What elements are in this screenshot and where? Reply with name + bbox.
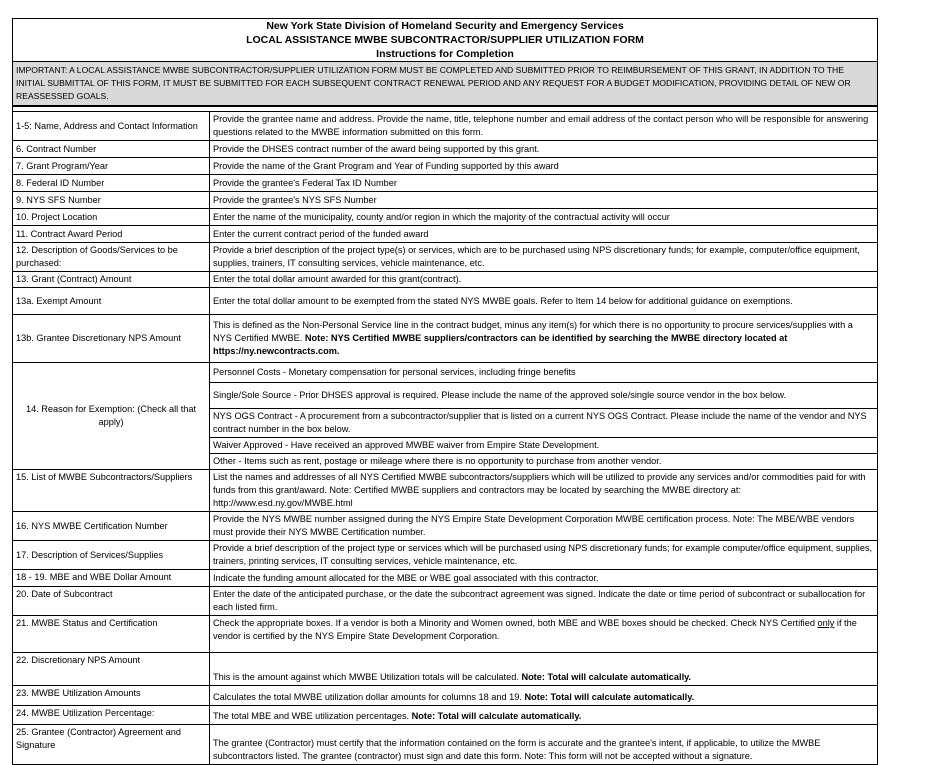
row-instruction-note: Note: Total will calculate automatically.	[524, 692, 695, 702]
row-instruction-note: Note: Total will calculate automatically.	[521, 672, 692, 682]
table-row	[13, 209, 878, 226]
row-instruction	[210, 706, 878, 725]
row-label: 23. MWBE Utilization Amounts	[13, 686, 210, 706]
row-label: 24. MWBE Utilization Percentage:	[13, 706, 210, 725]
table-row	[13, 288, 878, 315]
exemption-option: NYS OGS Contract - A procurement from a subcontractor/supplier that is listed on a current NYS OGS Contract. Please include the name of the vendor and NYS contract number in the box below.	[210, 409, 878, 438]
important-notice: IMPORTANT: A LOCAL ASSISTANCE MWBE SUBCONTRACTOR/SUPPLIER UTILIZATION FORM MUST BE COMPLETED AND SUBMITTED PRIOR TO REIMBURSEMENT OF THIS GRANT, IN ADDITION TO THE INITIAL SUBMITTAL OF THIS FORM, IT MUST BE SUBMITTED FOR EACH SUBSEQUENT CONTRACT RENEWAL PERIOD AND ANY REQUEST FOR A BUDGET MODIFICATION, PROVIDING DETAIL OF NEW OR REASSESSED GOALS.	[13, 62, 878, 107]
row-instruction: Provide the DHSES contract number of the award being supported by this grant.	[210, 141, 878, 158]
row-label: 1-5: Name, Address and Contact Information	[13, 112, 210, 141]
table-row	[13, 653, 878, 686]
table-row	[13, 363, 878, 383]
row-label: 13. Grant (Contract) Amount	[13, 272, 210, 288]
table-row	[13, 470, 878, 512]
row-instruction-note: Note: Total will calculate automatically.	[411, 711, 582, 721]
row-instruction: List the names and addresses of all NYS Certified MWBE subcontractors/suppliers which will be utilized to provide any services and/or commodities paid for with funds from this grant/award. Note: Certified MWBE suppliers and contractors may be located by searching the MWBE directory at: http://www.esd.ny.gov/MWBE.html	[210, 470, 878, 512]
table-row	[13, 158, 878, 175]
row-label: 7. Grant Program/Year	[13, 158, 210, 175]
table-row	[13, 243, 878, 272]
table-row	[13, 706, 878, 725]
row-instruction: Enter the current contract period of the funded award	[210, 226, 878, 243]
instructions-table	[12, 18, 878, 765]
row-instruction-note: Note: NYS Certified MWBE suppliers/contractors can be identified by searching the MWBE directory located at https://ny.newcontracts.com.	[213, 333, 788, 356]
table-row	[13, 725, 878, 765]
table-row	[13, 616, 878, 653]
row-instruction	[210, 686, 878, 706]
exemption-option: Personnel Costs - Monetary compensation for personal services, including fringe benefits	[210, 363, 878, 383]
row-instruction: Enter the total dollar amount awarded for this grant(contract).	[210, 272, 878, 288]
row-instruction: Provide a brief description of the project type or services which will be purchased using NPS discretionary funds; for example computer/office equipment, supplies, trainers, printing services, IT consulting services, vehicle maintenance, etc.	[210, 541, 878, 570]
row-instruction	[210, 653, 878, 686]
row-label: 9. NYS SFS Number	[13, 192, 210, 209]
row-instruction: Enter the date of the anticipated purchase, or the date the subcontract agreement was signed. Indicate the date or time period of subcontract or suballocation for each listed firm.	[210, 587, 878, 616]
table-row	[13, 570, 878, 587]
row-instruction	[210, 616, 878, 653]
row-instruction: Indicate the funding amount allocated for the MBE or WBE goal associated with this contractor.	[210, 570, 878, 587]
table-row	[13, 512, 878, 541]
exemption-option: Single/Sole Source - Prior DHSES approval is required. Please include the name of the approved sole/single source vendor in the box below.	[210, 383, 878, 409]
agency-title: New York State Division of Homeland Security and Emergency Services	[13, 19, 878, 34]
table-row	[13, 315, 878, 363]
row-label: 8. Federal ID Number	[13, 175, 210, 192]
row-instruction: Provide the grantee name and address. Provide the name, title, telephone number and email address of the contact person who will be responsible for answering questions related to the MWBE information submitted on this form.	[210, 112, 878, 141]
row-label: 10. Project Location	[13, 209, 210, 226]
instructions-sheet	[12, 18, 877, 765]
row-instruction: Provide the grantee's Federal Tax ID Number	[210, 175, 878, 192]
row-instruction: Enter the name of the municipality, county and/or region in which the majority of the contractual activity will occur	[210, 209, 878, 226]
row-label: 17. Description of Services/Supplies	[13, 541, 210, 570]
row-instruction: Provide the NYS MWBE number assigned during the NYS Empire State Development Corporation MWBE certification process. Note: The MBE/WBE vendors must provide their NYS MWBE Certification number.	[210, 512, 878, 541]
form-title: LOCAL ASSISTANCE MWBE SUBCONTRACTOR/SUPPLIER UTILIZATION FORM	[13, 33, 878, 47]
row-label: 22. Discretionary NPS Amount	[13, 653, 210, 686]
row-label: 6. Contract Number	[13, 141, 210, 158]
row-label: 15. List of MWBE Subcontractors/Suppliers	[13, 470, 210, 512]
exemption-option: Waiver Approved - Have received an approved MWBE waiver from Empire State Development.	[210, 438, 878, 454]
row-label: 13b. Grantee Discretionary NPS Amount	[13, 315, 210, 363]
table-row	[13, 141, 878, 158]
row-instruction: Provide a brief description of the project type(s) or services, which are to be purchased using NPS discretionary funds; for example, computer/office equipment, supplies, trainers, IT consulting services, vehicle maintenance, etc.	[210, 243, 878, 272]
table-row	[13, 192, 878, 209]
row-instruction-text: This is defined as the Non-Personal Service line in the contract budget, minus any item(s) for which there is no opportunity to procure services/supplies with a NYS Certified MWBE.	[213, 320, 853, 343]
table-row	[13, 541, 878, 570]
row-label: 11. Contract Award Period	[13, 226, 210, 243]
row-label: 12. Description of Goods/Services to be purchased:	[13, 243, 210, 272]
row-instruction-text: Calculates the total MWBE utilization dollar amounts for columns 18 and 19.	[213, 692, 525, 702]
form-subtitle: Instructions for Completion	[13, 47, 878, 62]
row-instruction: Enter the total dollar amount to be exempted from the stated NYS MWBE goals. Refer to Item 14 below for additional guidance on exemptions.	[210, 288, 878, 315]
row-instruction: The grantee (Contractor) must certify that the information contained on the form is accurate and the grantee's intent, if applicable, to utilize the MWBE subcontractors listed. The grantee (contractor) must sign and date this form. Note: This form will not be accepted without a signature.	[210, 725, 878, 765]
underlined-word: only	[817, 618, 835, 628]
table-row	[13, 175, 878, 192]
row-instruction: Provide the name of the Grant Program and Year of Funding supported by this award	[210, 158, 878, 175]
row-label: 21. MWBE Status and Certification	[13, 616, 210, 653]
table-row	[13, 587, 878, 616]
row-instruction-text-end: if the vendor is certified by the NYS Empire State Development Corporation.	[213, 618, 857, 641]
row-label: 14. Reason for Exemption: (Check all that apply)	[13, 363, 210, 470]
row-instruction	[210, 315, 878, 363]
row-instruction: Provide the grantee's NYS SFS Number	[210, 192, 878, 209]
table-row	[13, 112, 878, 141]
row-instruction-text: This is the amount against which MWBE Utilization totals will be calculated.	[213, 672, 522, 682]
row-instruction-text: The total MBE and WBE utilization percentages.	[213, 711, 412, 721]
row-label: 25. Grantee (Contractor) Agreement and Signature	[13, 725, 210, 765]
table-row	[13, 226, 878, 243]
table-row	[13, 272, 878, 288]
row-label: 16. NYS MWBE Certification Number	[13, 512, 210, 541]
row-label: 20. Date of Subcontract	[13, 587, 210, 616]
row-instruction-text: Check the appropriate boxes. If a vendor is both a Minority and Women owned, both MBE and WBE boxes should be checked. Check NYS Certified	[213, 618, 818, 628]
row-label: 18 - 19. MBE and WBE Dollar Amount	[13, 570, 210, 587]
exemption-option: Other - Items such as rent, postage or mileage where there is no opportunity to purchase from another vendor.	[210, 454, 878, 470]
row-label: 13a. Exempt Amount	[13, 288, 210, 315]
table-row	[13, 686, 878, 706]
